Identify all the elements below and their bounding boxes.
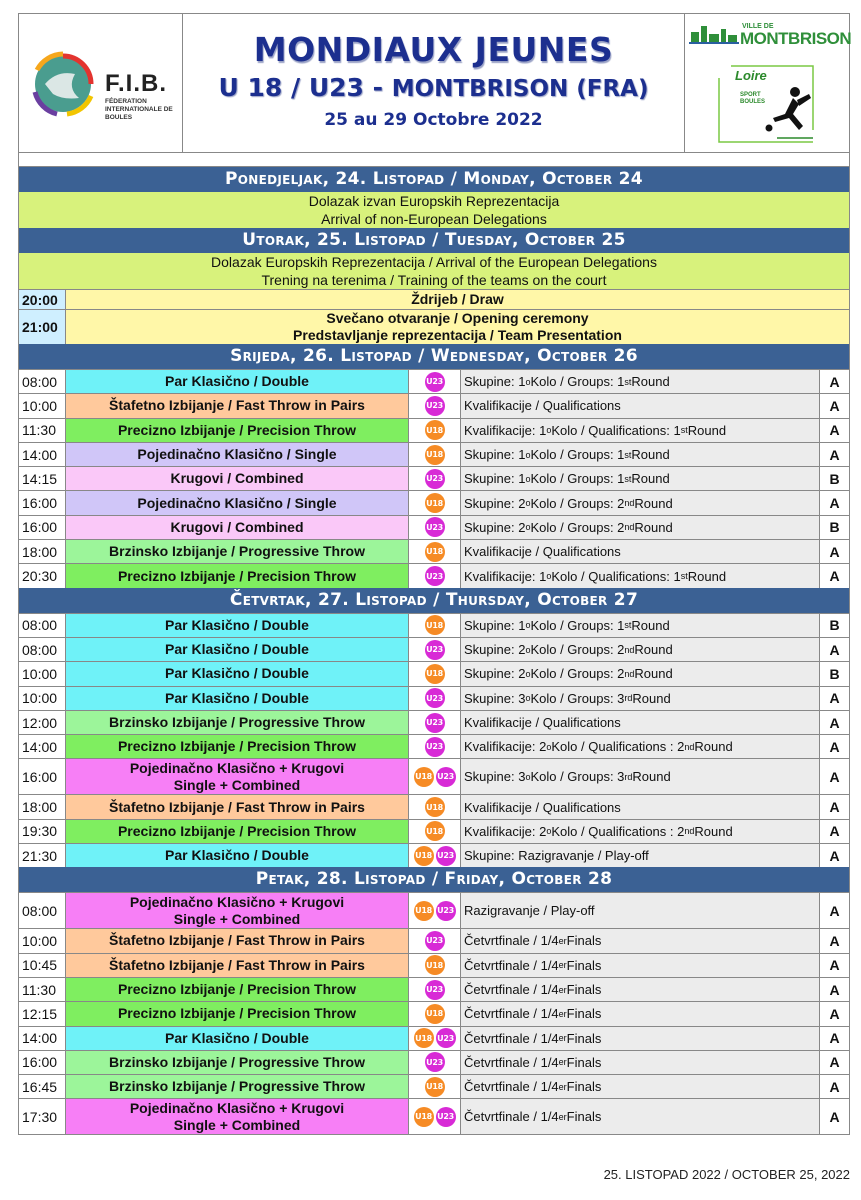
event-name-line-2: Single + Combined: [173, 1116, 301, 1133]
row-stage: Četvrtfinale / 1/4 er Finals: [461, 1027, 820, 1050]
row-time: 21:30: [19, 844, 66, 867]
category-badge-u18: U18: [425, 1077, 445, 1097]
event-name: Brzinsko Izbijanje / Progressive Throw: [109, 1078, 365, 1095]
row-time: 16:00: [19, 1051, 66, 1074]
table-row: [19, 928, 849, 952]
category-badges: [409, 491, 461, 514]
category-badge-u23: U23: [436, 901, 456, 921]
row-group: A: [820, 1002, 849, 1025]
row-stage: Skupine: 3 o Kolo / Groups: 3 rd Round: [461, 759, 820, 794]
category-badges: [409, 394, 461, 417]
category-badge-u23: U23: [425, 931, 445, 951]
event-name: Brzinsko Izbijanje / Progressive Throw: [109, 543, 365, 560]
category-badge-u23: U23: [425, 517, 445, 537]
row-stage: Četvrtfinale / 1/4 er Finals: [461, 1075, 820, 1098]
row-stage: Skupine: Razigravanje / Play-off: [461, 844, 820, 867]
table-row: [19, 892, 849, 928]
row-stage: Skupine: 3 o Kolo / Groups: 3 rd Round: [461, 687, 820, 710]
row-event: [66, 687, 409, 710]
category-badges: [409, 844, 461, 867]
event-name-line-2: Single + Combined: [173, 910, 301, 927]
row-stage: Četvrtfinale / 1/4 er Finals: [461, 978, 820, 1001]
page-title: MONDIAUX JEUNES: [253, 30, 614, 69]
row-event: [66, 394, 409, 417]
category-badge-u23: U23: [436, 1107, 456, 1127]
row-event: [66, 978, 409, 1001]
row-stage: Skupine: 2 o Kolo / Groups: 2 nd Round: [461, 638, 820, 661]
event-name: Par Klasično / Double: [165, 616, 309, 633]
row-stage: Kvalifikacije / Qualifications: [461, 711, 820, 734]
row-group: A: [820, 893, 849, 928]
row-time: 10:00: [19, 687, 66, 710]
row-time: 11:30: [19, 419, 66, 442]
category-badges: [409, 467, 461, 490]
page-subtitle: [183, 72, 684, 105]
row-event: [66, 614, 409, 637]
row-time: 08:00: [19, 370, 66, 393]
row-time: 14:00: [19, 735, 66, 758]
row-time: 17:30: [19, 1099, 66, 1134]
row-stage: Kvalifikacije: 1 o Kolo / Qualifications: 1 st Round: [461, 419, 820, 442]
friday-rows: [19, 892, 849, 1134]
row-stage: Skupine: 2 o Kolo / Groups: 2 nd Round: [461, 491, 820, 514]
schedule-table: [18, 153, 850, 1135]
category-badges: [409, 516, 461, 539]
row-event: [66, 844, 409, 867]
row-group: A: [820, 540, 849, 563]
row-time: 18:00: [19, 795, 66, 818]
wednesday-rows: [19, 369, 849, 588]
row-event: [66, 1051, 409, 1074]
draw-label: Ždrijeb / Draw: [411, 291, 504, 307]
table-row: [19, 418, 849, 442]
row-time: 14:00: [19, 443, 66, 466]
category-badge-u18: U18: [425, 821, 445, 841]
category-badge-u23: U23: [425, 372, 445, 392]
partner-logos: [684, 14, 852, 152]
row-group: B: [820, 662, 849, 685]
table-row: [19, 758, 849, 794]
event-name: Precizno Izbijanje / Precision Throw: [117, 1005, 357, 1022]
fib-logo: [19, 14, 183, 152]
opening-time: 21:00: [19, 310, 66, 344]
row-group: A: [820, 844, 849, 867]
row-time: 08:00: [19, 893, 66, 928]
event-name: Par Klasično / Double: [165, 1029, 309, 1046]
table-row: [19, 466, 849, 490]
fib-logo-text: F.I.B.: [105, 70, 168, 97]
category-badge-u18: U18: [425, 955, 445, 975]
row-group: A: [820, 735, 849, 758]
category-badges: [409, 1051, 461, 1074]
table-row: [19, 393, 849, 417]
table-row: [19, 539, 849, 563]
row-event: [66, 1027, 409, 1050]
event-name: Štafetno Izbijanje / Fast Throw in Pairs: [109, 932, 365, 949]
category-badge-u23: U23: [425, 737, 445, 757]
event-name-line-2: Single + Combined: [173, 776, 301, 793]
row-stage: Skupine: 2 o Kolo / Groups: 2 nd Round: [461, 516, 820, 539]
category-badges: [409, 1099, 461, 1134]
row-stage: Četvrtfinale / 1/4 er Finals: [461, 1099, 820, 1134]
row-event: [66, 467, 409, 490]
row-event: [66, 711, 409, 734]
row-time: 11:30: [19, 978, 66, 1001]
row-stage: Skupine: 1 o Kolo / Groups: 1 st Round: [461, 370, 820, 393]
loire-sport-text: SPORT BOULES: [740, 92, 766, 105]
row-stage: Četvrtfinale / 1/4 er Finals: [461, 1002, 820, 1025]
row-time: 20:30: [19, 564, 66, 587]
opening-line-1: Svečano otvaranje / Opening ceremony: [326, 310, 589, 326]
opening-text: [66, 310, 849, 344]
category-badges: [409, 1002, 461, 1025]
category-badge-u18: U18: [414, 767, 434, 787]
row-stage: Skupine: 1 o Kolo / Groups: 1 st Round: [461, 467, 820, 490]
row-event: [66, 491, 409, 514]
day-header-tuesday: Utorak, 25. Listopad / Tuesday, October 25: [19, 228, 849, 253]
table-row: [19, 637, 849, 661]
row-time: 10:00: [19, 662, 66, 685]
row-group: A: [820, 711, 849, 734]
row-stage: Razigravanje / Play-off: [461, 893, 820, 928]
info-line: Dolazak izvan Europskih Reprezentacija: [308, 193, 560, 209]
row-group: A: [820, 978, 849, 1001]
row-stage: Kvalifikacije / Qualifications: [461, 795, 820, 818]
row-event: [66, 929, 409, 952]
event-name: Precizno Izbijanje / Precision Throw: [117, 822, 357, 839]
row-stage: Kvalifikacije / Qualifications: [461, 394, 820, 417]
event-name: Pojedinačno Klasično + Krugovi: [129, 893, 345, 910]
table-row: [19, 442, 849, 466]
row-time: 14:15: [19, 467, 66, 490]
row-group: A: [820, 759, 849, 794]
table-row: [19, 843, 849, 867]
day-header-monday: Ponedjeljak, 24. Listopad / Monday, October 24: [19, 167, 849, 192]
category-badges: [409, 443, 461, 466]
table-row: [19, 819, 849, 843]
row-stage: Četvrtfinale / 1/4 er Finals: [461, 1051, 820, 1074]
event-name: Par Klasično / Double: [165, 373, 309, 390]
category-badges: [409, 795, 461, 818]
footer-date: 25. LISTOPAD 2022 / OCTOBER 25, 2022: [603, 1167, 850, 1182]
row-time: 12:15: [19, 1002, 66, 1025]
category-badge-u18: U18: [425, 493, 445, 513]
row-group: A: [820, 1051, 849, 1074]
table-row: [19, 515, 849, 539]
category-badges: [409, 419, 461, 442]
category-badges: [409, 540, 461, 563]
category-badge-u23: U23: [436, 846, 456, 866]
row-time: 14:00: [19, 1027, 66, 1050]
draw-time: 20:00: [19, 290, 66, 309]
category-badge-u18: U18: [425, 445, 445, 465]
row-group: A: [820, 954, 849, 977]
spacer-row: [19, 153, 849, 167]
table-row: [19, 563, 849, 587]
category-badge-u23: U23: [425, 688, 445, 708]
event-name: Pojedinačno Klasično / Single: [137, 494, 337, 511]
event-name: Pojedinačno Klasično / Single: [137, 446, 337, 463]
row-stage: Kvalifikacije: 2 o Kolo / Qualifications : 2 nd Round: [461, 820, 820, 843]
row-group: A: [820, 687, 849, 710]
category-badge-u18: U18: [414, 901, 434, 921]
row-event: [66, 370, 409, 393]
bowler-figure-icon: [757, 84, 817, 144]
row-event: [66, 540, 409, 563]
title-block: [183, 14, 684, 152]
category-badge-u18: U18: [425, 797, 445, 817]
row-time: 16:00: [19, 491, 66, 514]
category-badges: [409, 711, 461, 734]
row-time: 16:00: [19, 759, 66, 794]
day-header-wednesday: Srijeda, 26. Listopad / Wednesday, October 26: [19, 344, 849, 369]
row-group: A: [820, 443, 849, 466]
category-badges: [409, 820, 461, 843]
category-badges: [409, 564, 461, 587]
row-group: A: [820, 1075, 849, 1098]
table-row: [19, 1026, 849, 1050]
info-line: Dolazak Europskih Reprezentacija / Arrival of the European Delegations: [211, 254, 657, 270]
row-stage: Kvalifikacije: 1 o Kolo / Qualifications: 1 st Round: [461, 564, 820, 587]
row-time: 10:45: [19, 954, 66, 977]
opening-row: [19, 309, 849, 344]
category-badges: [409, 735, 461, 758]
row-stage: Skupine: 2 o Kolo / Groups: 2 nd Round: [461, 662, 820, 685]
category-badge-u23: U23: [425, 640, 445, 660]
event-name: Par Klasično / Double: [165, 847, 309, 864]
monday-info: [19, 192, 849, 228]
table-row: [19, 1098, 849, 1134]
category-badges: [409, 929, 461, 952]
category-badges: [409, 1075, 461, 1098]
event-name: Precizno Izbijanje / Precision Throw: [117, 421, 357, 438]
category-badge-u18: U18: [414, 1107, 434, 1127]
event-name: Precizno Izbijanje / Precision Throw: [117, 981, 357, 998]
table-row: [19, 1001, 849, 1025]
row-event: [66, 516, 409, 539]
event-name: Krugovi / Combined: [170, 518, 304, 535]
category-badges: [409, 370, 461, 393]
row-time: 08:00: [19, 638, 66, 661]
table-row: [19, 734, 849, 758]
row-group: A: [820, 394, 849, 417]
opening-line-2: Predstavljanje reprezentacija / Team Presentation: [293, 327, 622, 343]
event-name: Precizno Izbijanje / Precision Throw: [117, 567, 357, 584]
category-badge-u18: U18: [425, 1004, 445, 1024]
category-badges: [409, 638, 461, 661]
row-event: [66, 443, 409, 466]
row-event: [66, 1099, 409, 1134]
category-badge-u18: U18: [425, 542, 445, 562]
category-badges: [409, 662, 461, 685]
category-badges: [409, 1027, 461, 1050]
row-time: 16:45: [19, 1075, 66, 1098]
table-row: [19, 794, 849, 818]
category-badge-u23: U23: [436, 767, 456, 787]
event-name: Krugovi / Combined: [170, 470, 304, 487]
event-name: Štafetno Izbijanje / Fast Throw in Pairs: [109, 956, 365, 973]
row-time: 10:00: [19, 929, 66, 952]
event-name: Štafetno Izbijanje / Fast Throw in Pairs: [109, 397, 365, 414]
row-event: [66, 795, 409, 818]
category-badges: [409, 759, 461, 794]
event-name: Par Klasično / Double: [165, 689, 309, 706]
fib-emblem-icon: [27, 40, 97, 130]
category-badges: [409, 893, 461, 928]
category-badge-u23: U23: [425, 980, 445, 1000]
category-badge-u23: U23: [425, 566, 445, 586]
row-group: A: [820, 638, 849, 661]
row-event: [66, 662, 409, 685]
row-group: B: [820, 516, 849, 539]
category-badge-u23: U23: [436, 1028, 456, 1048]
row-time: 12:00: [19, 711, 66, 734]
row-time: 19:30: [19, 820, 66, 843]
montbrison-small-text: VILLE DE: [742, 23, 774, 30]
town-skyline-icon: [689, 22, 739, 44]
table-row: [19, 1050, 849, 1074]
event-name: Precizno Izbijanje / Precision Throw: [117, 738, 357, 755]
event-name: Pojedinačno Klasično + Krugovi: [129, 759, 345, 776]
table-row: [19, 490, 849, 514]
row-event: [66, 735, 409, 758]
row-group: A: [820, 1027, 849, 1050]
row-time: 10:00: [19, 394, 66, 417]
row-group: A: [820, 820, 849, 843]
loire-logo-text: Loire: [735, 68, 767, 83]
table-row: [19, 1074, 849, 1098]
row-group: A: [820, 1099, 849, 1134]
table-row: [19, 686, 849, 710]
row-event: [66, 419, 409, 442]
table-row: [19, 953, 849, 977]
row-event: [66, 759, 409, 794]
category-badges: [409, 978, 461, 1001]
row-group: A: [820, 564, 849, 587]
category-badge-u23: U23: [425, 469, 445, 489]
day-header-thursday: Četvrtak, 27. Listopad / Thursday, October 27: [19, 588, 849, 613]
category-badge-u18: U18: [425, 420, 445, 440]
info-line: Arrival of non-European Delegations: [321, 211, 547, 227]
row-stage: Skupine: 1 o Kolo / Groups: 1 st Round: [461, 614, 820, 637]
row-group: A: [820, 795, 849, 818]
event-name: Štafetno Izbijanje / Fast Throw in Pairs: [109, 798, 365, 815]
info-line: Trening na terenima / Training of the teams on the court: [261, 272, 607, 288]
category-badge-u23: U23: [425, 396, 445, 416]
row-event: [66, 638, 409, 661]
subtitle-categories: U 18 / U23 -: [218, 73, 392, 102]
table-row: [19, 661, 849, 685]
event-name: Brzinsko Izbijanje / Progressive Throw: [109, 1053, 365, 1070]
row-stage: Četvrtfinale / 1/4 er Finals: [461, 929, 820, 952]
event-name: Brzinsko Izbijanje / Progressive Throw: [109, 714, 365, 730]
table-row: [19, 710, 849, 734]
category-badge-u18: U18: [425, 615, 445, 635]
thursday-rows: [19, 613, 849, 868]
row-event: [66, 820, 409, 843]
row-event: [66, 564, 409, 587]
row-stage: Kvalifikacije / Qualifications: [461, 540, 820, 563]
document-header: [18, 13, 850, 153]
row-group: A: [820, 419, 849, 442]
row-group: B: [820, 467, 849, 490]
montbrison-logo-text: MONTBRISON: [740, 29, 852, 48]
row-time: 16:00: [19, 516, 66, 539]
row-time: 18:00: [19, 540, 66, 563]
row-group: A: [820, 929, 849, 952]
draw-text: [66, 290, 849, 309]
row-event: [66, 1002, 409, 1025]
row-stage: Kvalifikacije: 2 o Kolo / Qualifications : 2 nd Round: [461, 735, 820, 758]
category-badges: [409, 614, 461, 637]
category-badge-u23: U23: [425, 713, 445, 733]
subtitle-location: MONTBRISON (FRA): [391, 76, 649, 102]
category-badges: [409, 687, 461, 710]
event-name: Par Klasično / Double: [165, 665, 309, 682]
tuesday-info: [19, 253, 849, 289]
table-row: [19, 613, 849, 637]
category-badge-u18: U18: [414, 846, 434, 866]
fib-logo-subtitle: FÉDERATION INTERNATIONALE DE BOULES: [105, 98, 173, 121]
table-row: [19, 977, 849, 1001]
row-event: [66, 893, 409, 928]
category-badge-u18: U18: [425, 664, 445, 684]
category-badge-u18: U18: [414, 1028, 434, 1048]
row-event: [66, 1075, 409, 1098]
category-badges: [409, 954, 461, 977]
row-stage: Četvrtfinale / 1/4 er Finals: [461, 954, 820, 977]
row-group: A: [820, 370, 849, 393]
draw-row: [19, 289, 849, 309]
event-name: Par Klasično / Double: [165, 641, 309, 658]
row-stage: Skupine: 1 o Kolo / Groups: 1 st Round: [461, 443, 820, 466]
row-group: B: [820, 614, 849, 637]
table-row: [19, 369, 849, 393]
category-badge-u23: U23: [425, 1052, 445, 1072]
day-header-friday: Petak, 28. Listopad / Friday, October 28: [19, 867, 849, 892]
event-dates: 25 au 29 Octobre 2022: [324, 110, 543, 130]
row-time: 08:00: [19, 614, 66, 637]
row-event: [66, 954, 409, 977]
event-name: Pojedinačno Klasično + Krugovi: [129, 1099, 345, 1116]
row-group: A: [820, 491, 849, 514]
